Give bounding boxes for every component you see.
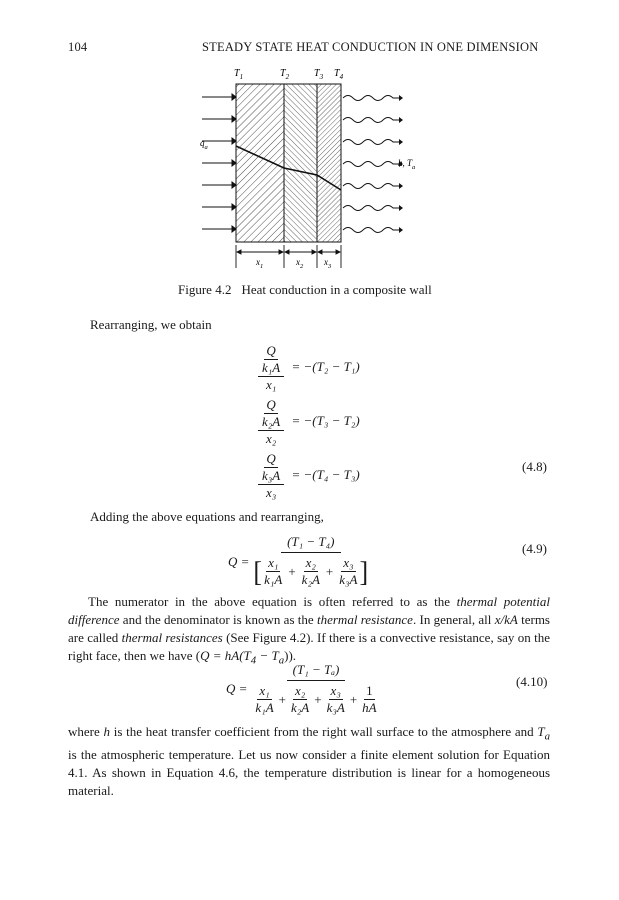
figure-caption-text: Heat conduction in a composite wall <box>241 282 432 297</box>
page-number: 104 <box>68 40 88 54</box>
wall-layers <box>236 84 341 242</box>
h-ta-label: h, $T_a$ <box>398 158 416 171</box>
adding-text: Adding the above equations and rearranging, <box>90 509 324 524</box>
equation-4-8c: $\frac{\frac{Q}{\text{k₃A}}}{\text{x₃}}$ = −(T₄ − T₃) <box>258 451 360 501</box>
t3-label: $T_3$ <box>314 68 324 81</box>
equation-number-4-10: (4.10) <box>516 674 548 689</box>
figure-caption-label: Figure 4.2 <box>178 282 232 297</box>
t1-label: $T_1$ <box>234 68 244 81</box>
qa-label: $q_a$ <box>200 138 208 151</box>
t2-label: $T_2$ <box>280 68 290 81</box>
running-title: STEADY STATE HEAT CONDUCTION IN ONE DIMENSION <box>202 40 539 54</box>
heat-flux-arrows <box>202 94 236 232</box>
x3-label: $x_3$ <box>324 257 332 270</box>
equation-number-4-9: (4.9) <box>522 541 547 556</box>
composite-wall-figure <box>190 62 420 277</box>
paragraph-thermal-resistance: The numerator in the above equation is often referred to as the thermal potential difference and the denominator is known as the thermal resistance. In general, all x/kA terms are called thermal resistances (See Figure 4.2). If there is a convective resistance, say on the right face, then we have $(Q = hA(T_4 - T_a))$. <box>68 594 550 667</box>
convection-arrows <box>343 96 399 233</box>
x2-label: $x_2$ <box>296 257 304 270</box>
t4-label: $T_4$ <box>334 68 344 81</box>
equation-number-4-8: (4.8) <box>522 459 547 474</box>
equation-4-8b: $\frac{\frac{Q}{\text{k₂A}}}{\text{x₂}}$ = −(T₃ − T₂) <box>258 397 360 447</box>
paragraph-finite-element: where h is the heat transfer coefficient from the right wall surface to the atmosphere and $T_a$ is the atmospheric temperature. Let us now consider a finite element solution for Equation 4.1. As shown in Equation 4.6, the temperature distribution is linear for a homogeneous material. <box>68 724 550 798</box>
equation-4-9: Q = (T₁ − T₄) [ $\frac{\text{x₁}}{\text{k₁A}}$ + $\frac{\text{x₂}}{\text{k₂A}}$ + $\frac{\text{x₃}}{\text{k₃A}}$ ] <box>228 534 369 587</box>
x1-label: $x_1$ <box>256 257 264 270</box>
equation-4-10: Q = (T₁ − Tₐ) $\frac{\text{x₁}}{\text{k₁A}}$ + $\frac{\text{x₂}}{\text{k₂A}}$ + $\frac{\text{x₃}}{\text{k₃A}}$ + $\frac{1}{hA}$ <box>226 662 377 715</box>
equation-4-8a: $\frac{\frac{Q}{\text{k₁A}}}{\text{x₁}}$ = −(T₂ − T₁) <box>258 343 360 393</box>
figure-caption <box>178 282 432 298</box>
rearranging-text: Rearranging, we obtain <box>90 317 212 332</box>
